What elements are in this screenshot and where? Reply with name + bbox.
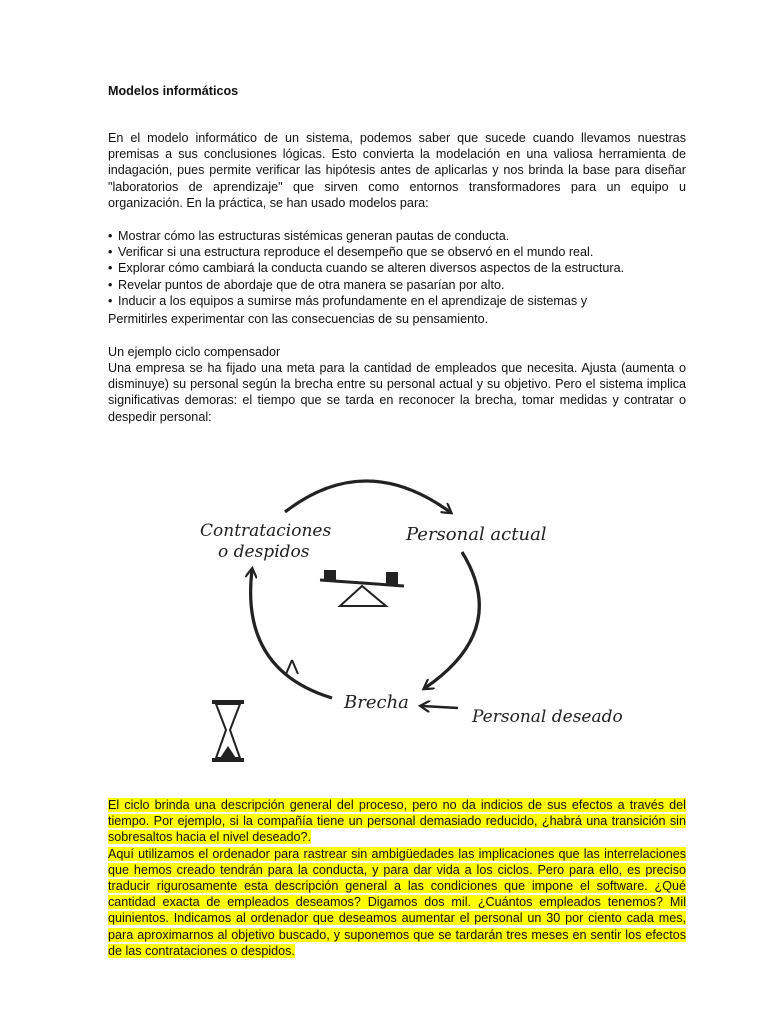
highlighted-paragraph-2: Aquí utilizamos el ordenador para rastrear sin ambigüedades las implicaciones que las interrelaciones que hemos creado tendrán para la conducta, y para dar vida a los ciclos. Pero para ello, es preciso traducir rigurosamente esta descripción general a las condiciones que impone el software. ¿Qué cantidad exacta de empleados deseamos? Digamos dos mil. ¿Cuántos empleados tenemos? Mil quinientos. Indicamos al ordenador que deseamos aumentar el personal un 30 por ciento cada mes, para aproximarnos al objetivo buscado, y suponemos que se tardarán tres meses en sentir los efectos de las contrataciones o despidos. (108, 846, 686, 958)
desired-arrow (422, 706, 458, 708)
loop-arrow-left (251, 570, 332, 698)
label-hiring: Contrataciones (200, 521, 332, 541)
list-item (108, 244, 686, 260)
balancing-loop-diagram (190, 460, 640, 780)
bullet-text: Inducir a los equipos a sumirse más profundamente en el aprendizaje de sistemas y (118, 293, 588, 308)
list-item (108, 228, 686, 244)
list-item (108, 277, 686, 293)
label-hiring-line2: o despidos (218, 542, 310, 562)
bullet-dot-icon: • (108, 293, 113, 308)
bullet-continuation: Permitirles experimentar con las consecuencias de su pensamiento. (108, 312, 489, 326)
list-item (108, 260, 686, 276)
balance-icon (320, 570, 404, 606)
bullet-dot-icon: • (108, 277, 113, 292)
example-paragraph: Una empresa se ha fijado una meta para la cantidad de empleados que necesita. Ajusta (aumenta o disminuye) su personal según la brecha entre su personal actual y su objetivo. Pero el sistema implica significativas demoras: el tiempo que se tarda en reconocer la brecha, tomar medidas y contratar o despedir personal: (108, 361, 686, 424)
bullet-dot-icon: • (108, 245, 113, 260)
intro-paragraph: En el modelo informático de un sistema, podemos saber que sucede cuando llevamos nuestras premisas a sus conclusiones lógicas. Esto convierta la modelación en una valiosa herramienta de indagación, pues permite verificar las hipótesis antes de aplicarlas y nos brinda la base para diseñar "laboratorios de aprendizaje" que sirven como entornos transformadores para un equipo u organización. En la práctica, se han usado modelos para: (108, 131, 686, 210)
example-heading: Un ejemplo ciclo compensador (108, 345, 281, 359)
highlighted-paragraph-1: El ciclo brinda una descripción general del proceso, pero no da indicios de sus efectos a través del tiempo. Por ejemplo, si la compañía tiene un personal demasiado reducido, ¿habrá una transición sin sobresaltos hacia el nivel deseado?. (108, 798, 686, 845)
delay-mark-icon (286, 660, 298, 674)
loop-arrow-top (285, 481, 450, 512)
bullet-list (108, 228, 686, 309)
bullet-text: Verificar si una estructura reproduce el desempeño que se observó en el mundo real. (118, 245, 594, 260)
label-gap: Brecha (344, 692, 409, 713)
label-desired-staff: Personal deseado (472, 707, 623, 727)
list-item (108, 293, 686, 309)
bullet-text: Explorar cómo cambiará la conducta cuando se alteren diversos aspectos de la estructura. (118, 261, 625, 276)
loop-arrow-right (425, 552, 479, 688)
bullet-text: Mostrar cómo las estructuras sistémicas generan pautas de conducta. (118, 229, 510, 243)
bullet-dot-icon: • (108, 261, 113, 276)
bullet-dot-icon: • (108, 229, 113, 243)
bullet-text: Revelar puntos de abordaje que de otra manera se pasarían por alto. (118, 277, 505, 292)
document-title: Modelos informáticos (108, 84, 239, 98)
highlighted-section (108, 797, 686, 959)
label-current-staff: Personal actual (406, 524, 547, 545)
hourglass-icon (212, 702, 244, 760)
